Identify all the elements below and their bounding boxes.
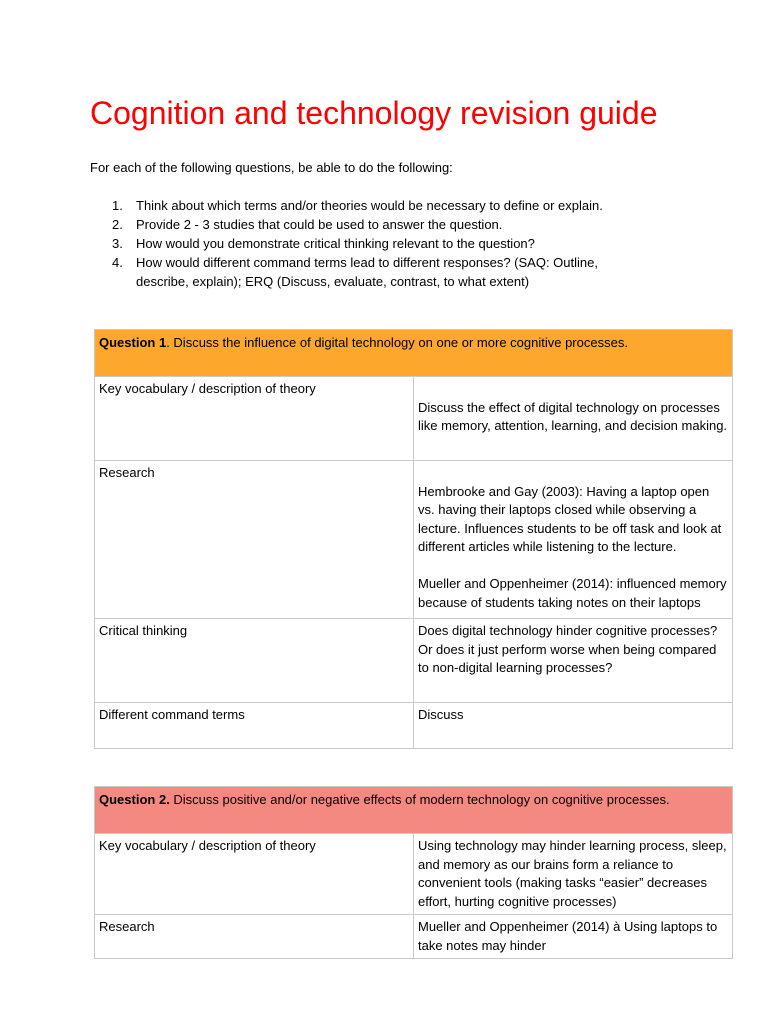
instruction-number: 2.	[112, 217, 123, 232]
row-paragraph: Mueller and Oppenheimer (2014) à Using laptops to take notes may hinder	[418, 919, 718, 953]
row-content	[414, 377, 733, 461]
instruction-number: 4.	[112, 255, 123, 270]
row-paragraph: Using technology may hinder learning process, sleep, and memory as our brains form a reliance to convenient tools (making tasks “easier” decreases effort, hurting cognitive processes)	[418, 838, 727, 909]
row-paragraph: Discuss the effect of digital technology on processes like memory, attention, learning, and decision making.	[418, 399, 728, 433]
question-text: Discuss positive and/or negative effects of modern technology on cognitive processes.	[169, 792, 670, 807]
row-paragraph: Discuss	[418, 707, 464, 722]
instruction-text: How would different command terms lead to different responses? (SAQ: Outline, describe, explain); ERQ (Discuss, evaluate, contrast, to what extent)	[136, 255, 598, 289]
question-header-row	[95, 787, 733, 834]
question-2-table	[94, 786, 733, 959]
question-label: Question 1	[99, 335, 167, 350]
instruction-item	[90, 215, 650, 234]
table-row	[95, 915, 733, 959]
instruction-item	[90, 253, 650, 291]
row-label: Research	[95, 915, 414, 959]
row-label: Key vocabulary / description of theory	[95, 834, 414, 915]
row-paragraph: Hembrooke and Gay (2003): Having a laptop open vs. having their laptops closed while observing a lecture. Influences students to be off task and look at different articles while listening to the lecture.	[418, 483, 722, 554]
instruction-text: How would you demonstrate critical thinking relevant to the question?	[136, 236, 535, 251]
table-row	[95, 834, 733, 915]
page-title: Cognition and technology revision guide	[90, 95, 658, 131]
row-content	[414, 834, 733, 915]
question-1-table	[94, 329, 733, 749]
question-1-header	[95, 330, 733, 377]
row-content	[414, 619, 733, 703]
row-content	[414, 703, 733, 749]
instruction-item	[90, 196, 650, 215]
row-label: Critical thinking	[95, 619, 414, 703]
table-row	[95, 619, 733, 703]
row-label: Different command terms	[95, 703, 414, 749]
instruction-text: Provide 2 - 3 studies that could be used to answer the question.	[136, 217, 503, 232]
table-row	[95, 461, 733, 619]
instruction-number: 3.	[112, 236, 123, 251]
instruction-list	[90, 196, 650, 291]
row-content	[414, 915, 733, 959]
table-row	[95, 703, 733, 749]
instruction-number: 1.	[112, 198, 123, 213]
question-label: Question 2.	[99, 792, 170, 807]
question-2-header	[95, 787, 733, 834]
row-content	[414, 461, 733, 619]
table-row	[95, 377, 733, 461]
instruction-item	[90, 234, 650, 253]
question-header-row	[95, 330, 733, 377]
row-label: Research	[95, 461, 414, 619]
question-text: . Discuss the influence of digital technology on one or more cognitive processes.	[166, 335, 628, 350]
row-label: Key vocabulary / description of theory	[95, 377, 414, 461]
intro-text: For each of the following questions, be able to do the following:	[90, 160, 453, 175]
row-paragraph: Does digital technology hinder cognitive processes? Or does it just perform worse when being compared to non-digital learning processes?	[418, 623, 718, 675]
instruction-text: Think about which terms and/or theories would be necessary to define or explain.	[136, 198, 603, 213]
row-paragraph: Mueller and Oppenheimer (2014): influenced memory because of students taking notes on their laptops	[418, 576, 727, 610]
